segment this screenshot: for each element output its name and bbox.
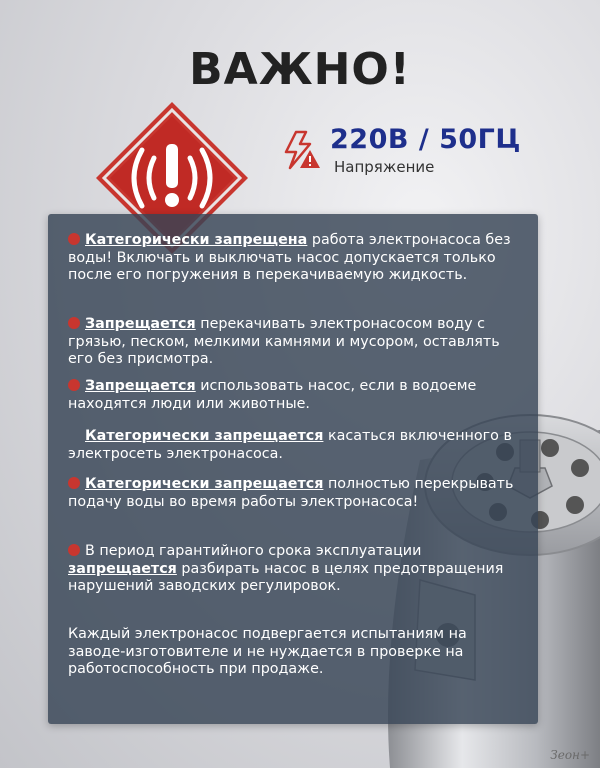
- warning-bullet-icon: [68, 544, 80, 556]
- warning-item-7: Каждый электронасос подвергается испытаниям на заводе-изготовителе и не нуждается в проверке на работоспособность при продаже.: [68, 626, 467, 677]
- voltage-label: Напряжение: [334, 158, 435, 176]
- warning-bullet-icon: [68, 317, 80, 329]
- warning-item-3: Запрещается использовать насос, если в водоеме находятся люди или животные.: [68, 378, 477, 412]
- warning-item-2: Запрещается перекачивать электронасосом воду с грязью, песком, мелкими камнями и мусором, оставлять его без присмотра.: [68, 316, 500, 367]
- warning-bullet-icon: [68, 379, 80, 391]
- voltage-value: 220В / 50ГЦ: [330, 124, 521, 155]
- warning-bullet-icon: [68, 477, 80, 489]
- warning-item-1: Категорически запрещена работа электронасоса без воды! Включать и выключать насос допускается только после его погружения в перекачиваемую жидкость.: [68, 232, 511, 283]
- lightning-warning-icon: [282, 130, 322, 170]
- warning-item-4: Категорически запрещается касаться включенного в электросеть электронасоса.: [68, 428, 512, 462]
- warning-item-5: Категорически запрещается полностью перекрывать подачу воды во время работы электронасоса!: [68, 476, 514, 510]
- warning-item-6: В период гарантийного срока эксплуатации запрещается разбирать насос в целях предотвращения нарушений заводских регулировок.: [68, 543, 504, 594]
- page-title: ВАЖНО!: [189, 44, 411, 95]
- watermark: Зеон+: [550, 748, 590, 762]
- warning-bullet-icon: [68, 233, 80, 245]
- warning-bullet-icon: [68, 429, 80, 441]
